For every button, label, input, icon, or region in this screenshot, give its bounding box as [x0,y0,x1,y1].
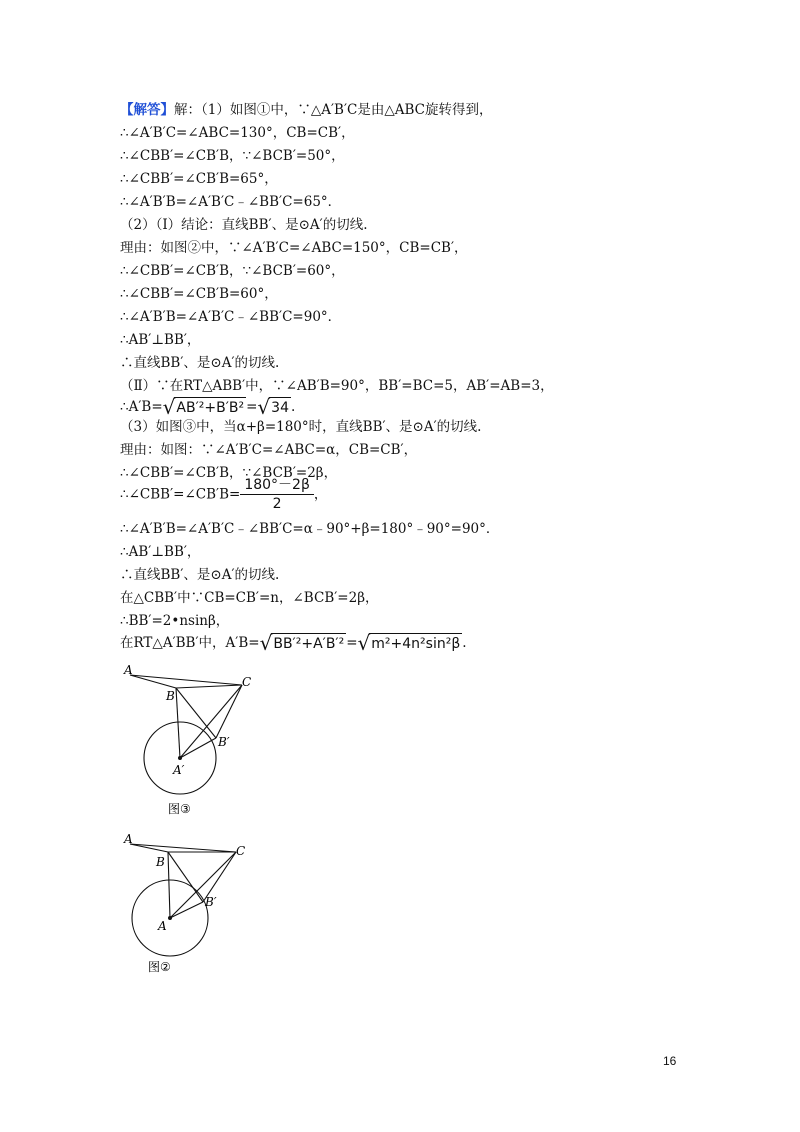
solution-line-12: ∴直线BB′、是⊙A′的切线. [120,355,280,371]
solution-line-3: ∴∠CBB′=∠CB′B，∵∠BCB′=50°， [120,148,345,164]
figure-2-caption: 图② [148,960,171,974]
fraction: $\frac{180^\circ-2\beta}{2}$ [240,476,314,513]
solution-line-2: ∴∠A′B′C=∠ABC=130°，CB=CB′， [120,125,355,141]
sqrt-sign: √ [357,631,371,655]
solution-line-17: ∴∠CBB′=∠CB′B，∵∠BCB′=2β， [120,465,338,481]
solution-line-4: ∴∠CBB′=∠CB′B=65°， [120,171,278,187]
point-a-prime [178,756,182,760]
solution-line-1: 【解答】解：（1）如图①中，∵△A′B′C是由△ABC旋转得到， [120,102,493,118]
label-a-prime: A′ [173,763,185,777]
solution-line-9: ∴∠CBB′=∠CB′B=60°， [120,286,278,302]
segment-ab-prime [170,902,203,918]
label-b-prime: B′ [205,895,217,909]
solution-line-16: 理由：如图：∵∠A′B′C=∠ABC=α，CB=CB′， [120,442,418,458]
label-c: C [242,675,252,689]
segment-bb-prime [176,688,216,738]
solution-line-15: （3）如图③中，当α+β=180°时，直线BB′、是⊙A′的切线. [120,419,482,435]
label-a-center: A [158,919,167,933]
label-b: B [156,855,165,869]
label-b: B [166,689,175,703]
radical-1: √ AB′²+B′B² [162,395,245,419]
answer-tag: 【解答】 [120,102,174,118]
label-a: A [124,832,133,846]
solution-line-6: （2）（Ⅰ）结论：直线BB′、是⊙A′的切线. [120,217,368,233]
formula-line-apb: 在RT△A′BB′中，A′B= √ BB′²+A′B′² = √ m²+4n²sin²β . [120,631,467,655]
segment-ba [168,852,170,918]
figure-2 [118,828,268,978]
segment-ca-prime [180,685,242,758]
radical-2: √ 34 [257,395,289,419]
sqrt-sign: √ [259,631,273,655]
figure-3-caption: 图③ [168,802,191,816]
radical-4: √ m²+4n²sin²β [357,631,461,655]
figure-3 [118,660,268,820]
solution-line-20: ∴AB′⊥BB′， [120,544,201,560]
label-c: C [236,844,246,858]
segment-ba-prime [176,688,180,758]
solution-line-13: （Ⅱ）∵在RT△ABB′中，∵∠AB′B=90°，BB′=BC=5，AB′=AB=3， [120,378,554,394]
segment-bb-prime [168,852,203,902]
label-a: A [124,663,133,677]
point-a [168,916,172,920]
formula-line-fraction: ∴∠CBB′=∠CB′B= $\frac{180^\circ-2\beta}{2}$ ， [120,477,328,512]
label-b-prime: B′ [218,735,230,749]
segment-ca [170,852,236,918]
formula-line-ab: ∴A′B= √ AB′²+B′B² = √ 34 . [120,395,296,419]
solution-line-11: ∴AB′⊥BB′， [120,332,201,348]
solution-line-8: ∴∠CBB′=∠CB′B，∵∠BCB′=60°， [120,263,345,279]
solution-line-10: ∴∠A′B′B=∠A′B′C﹣∠BB′C=90°． [120,309,342,325]
solution-line-23: ∴BB′=2•nsinβ， [120,613,230,629]
solution-line-21: ∴直线BB′、是⊙A′的切线. [120,567,280,583]
segment-ac [130,844,236,852]
sqrt-sign: √ [162,395,176,419]
segment-a-prime-b-prime [180,738,216,758]
solution-line-19: ∴∠A′B′B=∠A′B′C﹣∠BB′C=α﹣90°+β=180°﹣90°=90°． [120,521,500,537]
solution-line-5: ∴∠A′B′B=∠A′B′C﹣∠BB′C=65°． [120,194,342,210]
sqrt-sign: √ [257,395,271,419]
radical-3: √ BB′²+A′B′² [259,631,345,655]
solution-line-7: 理由：如图②中，∵∠A′B′C=∠ABC=150°，CB=CB′， [120,240,468,256]
page-number: 16 [663,1054,677,1068]
segment-bc [176,685,242,688]
solution-line-22: 在△CBB′中∵CB=CB′=n，∠BCB′=2β， [120,590,379,606]
